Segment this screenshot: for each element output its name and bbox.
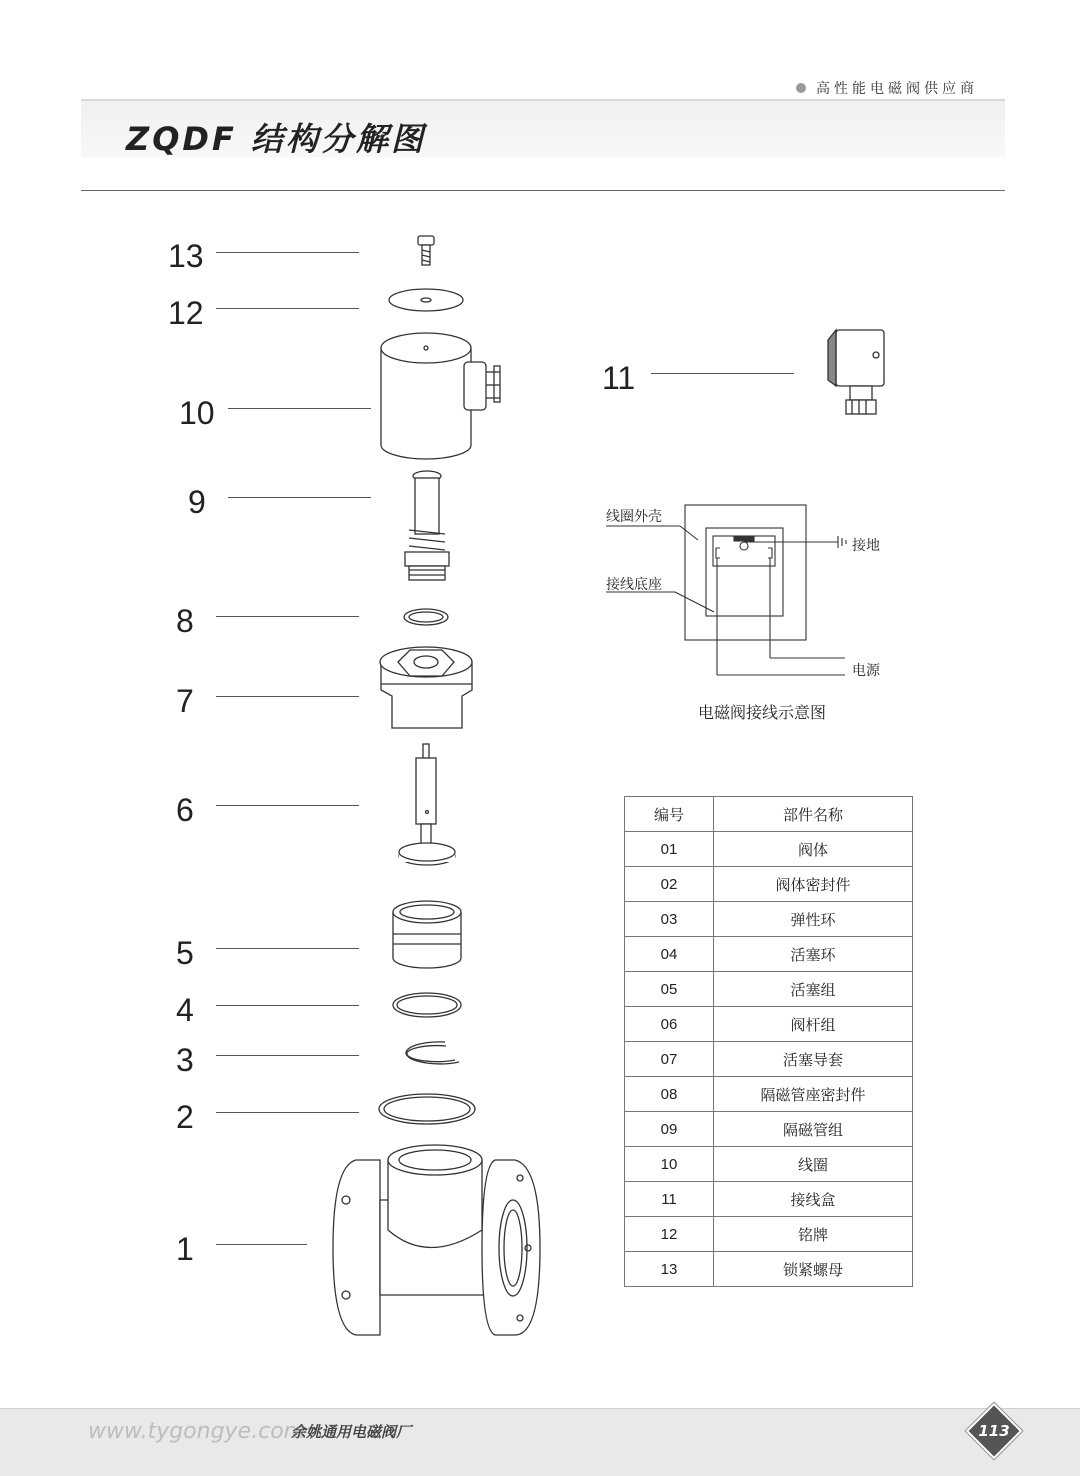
callout-6: 6 (176, 792, 194, 828)
part-07-piston-guide (380, 647, 472, 728)
label-ground: 接地 (852, 538, 880, 554)
row-number: 09 (625, 1112, 714, 1147)
table-row (625, 1217, 913, 1252)
row-part-name: 铭牌 (714, 1217, 913, 1252)
table-row (625, 1077, 913, 1112)
row-part-name: 活塞组 (714, 972, 913, 1007)
row-part-name: 接线盒 (714, 1182, 913, 1217)
label-power: 电源 (852, 663, 880, 679)
callout-10: 10 (179, 395, 215, 431)
row-part-name: 阀体密封件 (714, 867, 913, 902)
header-part-name: 部件名称 (714, 797, 913, 832)
row-number: 01 (625, 832, 714, 867)
row-number: 11 (625, 1182, 714, 1217)
table-row (625, 1182, 913, 1217)
row-part-name: 线圈 (714, 1147, 913, 1182)
row-number: 04 (625, 937, 714, 972)
callout-5: 5 (176, 935, 194, 971)
page-number-badge (966, 1403, 1023, 1460)
row-part-name: 隔磁管组 (714, 1112, 913, 1147)
table-row (625, 1112, 913, 1147)
table-row (625, 1042, 913, 1077)
part-02-body-seal (379, 1094, 475, 1124)
callout-1: 1 (176, 1231, 194, 1267)
table-row (625, 1147, 913, 1182)
table-row (625, 1007, 913, 1042)
callout-8: 8 (176, 603, 194, 639)
row-number: 03 (625, 902, 714, 937)
part-01-valve-body (333, 1145, 540, 1335)
part-10-coil (381, 333, 500, 459)
table-row (625, 902, 913, 937)
part-09-isolation-tube (405, 471, 449, 580)
part-04-piston-ring (393, 993, 461, 1017)
row-part-name: 阀杆组 (714, 1007, 913, 1042)
row-part-name: 活塞环 (714, 937, 913, 972)
callout-12: 12 (168, 295, 204, 331)
label-coil-shell: 线圈外壳 (606, 509, 662, 525)
row-number: 13 (625, 1252, 714, 1287)
wiring-caption: 电磁阀接线示意图 (698, 703, 827, 722)
callout-13: 13 (168, 238, 204, 274)
tagline-text: 高性能电磁阀供应商 (816, 81, 978, 97)
callout-4: 4 (176, 992, 194, 1028)
row-number: 02 (625, 867, 714, 902)
row-part-name: 弹性环 (714, 902, 913, 937)
part-03-elastic-ring (406, 1042, 459, 1064)
callout-2: 2 (176, 1099, 194, 1135)
row-number: 10 (625, 1147, 714, 1182)
row-part-name: 活塞导套 (714, 1042, 913, 1077)
table-row (625, 1252, 913, 1287)
parts-table (624, 796, 913, 1287)
part-05-piston (393, 901, 461, 968)
row-number: 12 (625, 1217, 714, 1252)
part-06-valve-stem (399, 744, 455, 865)
header-number: 编号 (625, 797, 714, 832)
part-12-nameplate (389, 289, 463, 311)
table-row (625, 972, 913, 1007)
row-part-name: 阀体 (714, 832, 913, 867)
callout-3: 3 (176, 1042, 194, 1078)
row-part-name: 锁紧螺母 (714, 1252, 913, 1287)
page-footer (0, 1408, 1080, 1476)
table-header-row (625, 797, 913, 832)
footer-url: www.tygongye.com (88, 1419, 306, 1444)
part-13-lock-nut (418, 236, 434, 265)
page-title: ZQDF 结构分解图 (126, 120, 426, 158)
table-row (625, 937, 913, 972)
part-11-junction-box (828, 330, 884, 414)
label-wiring-base: 接线底座 (606, 577, 662, 593)
callout-9: 9 (188, 484, 206, 520)
row-number: 05 (625, 972, 714, 1007)
row-part-name: 隔磁管座密封件 (714, 1077, 913, 1112)
table-row (625, 832, 913, 867)
row-number: 08 (625, 1077, 714, 1112)
row-number: 06 (625, 1007, 714, 1042)
callout-11: 11 (602, 360, 636, 396)
callout-7: 7 (176, 683, 194, 719)
part-08-tube-seat-seal (404, 609, 448, 625)
table-row (625, 867, 913, 902)
footer-company: 余姚通用电磁阀厂 (291, 1423, 412, 1441)
page-number: 113 (978, 1422, 1010, 1440)
row-number: 07 (625, 1042, 714, 1077)
